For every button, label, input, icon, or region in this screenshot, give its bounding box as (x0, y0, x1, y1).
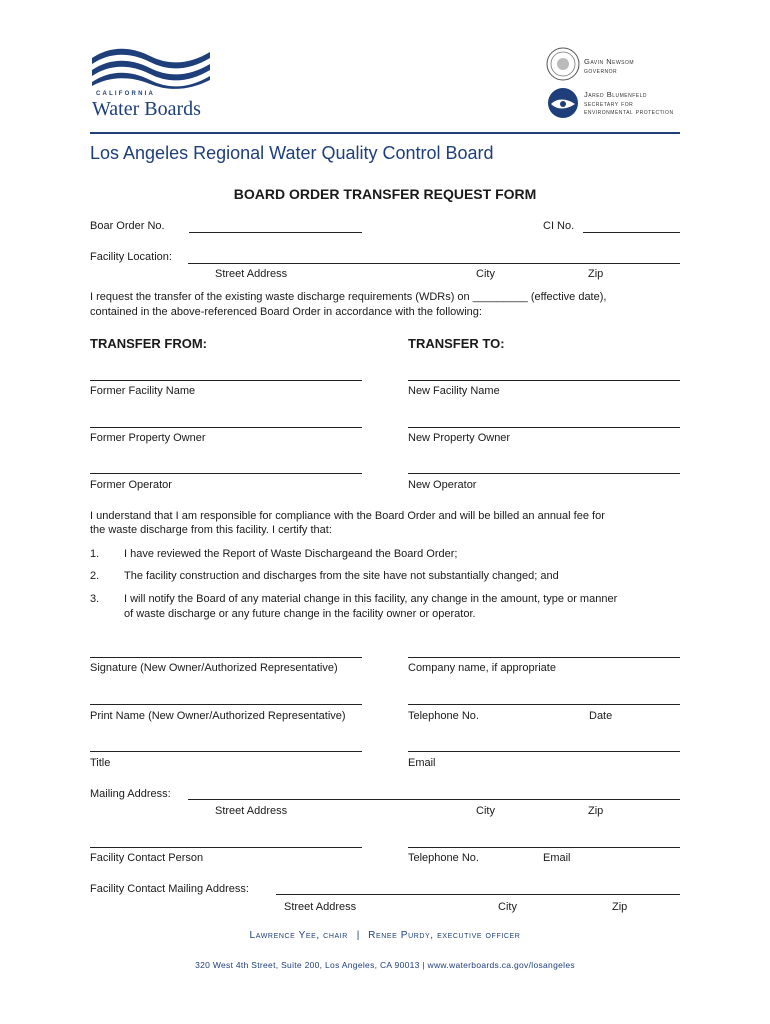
print-name-label: Print Name (New Owner/Authorized Representative) (90, 710, 346, 722)
footer-chair: Lawrence Yee, chair (249, 930, 348, 941)
header-rule (90, 132, 680, 134)
new-operator-label: New Operator (408, 479, 477, 491)
email-input[interactable] (408, 751, 680, 752)
date-label: Date (589, 710, 613, 722)
company-name-input[interactable] (408, 657, 680, 658)
contact-phone-email-input[interactable] (408, 847, 680, 848)
former-facility-label: Former Facility Name (90, 385, 196, 397)
former-operator-input[interactable] (90, 473, 362, 474)
certify-text-line-1: I understand that I am responsible for compliance with the Board Order and will be billed an annual fee for (90, 510, 605, 522)
board-title: Los Angeles Regional Water Quality Control Board (90, 143, 494, 163)
governor-name: Gavin Newsom (584, 57, 635, 66)
brand-state: CALIFORNIA (96, 91, 155, 97)
secretary-name: Jared Blumenfeld (584, 90, 648, 99)
mailing-zip-caption: Zip (588, 805, 604, 817)
facility-location-input[interactable] (188, 263, 680, 264)
footer-officers (0, 930, 770, 941)
state-seal-icon (546, 47, 580, 81)
governor-title: governor (584, 66, 618, 75)
request-text-line-1: I request the transfer of the existing waste discharge requirements (WDRs) on _________ (effective date), (90, 291, 607, 303)
certify-text-line-2: the waste discharge from this facility. I certify that: (90, 524, 332, 536)
footer-address: 320 West 4th Street, Suite 200, Los Angeles, CA 90013 | www.waterboards.ca.gov/losangeles (195, 960, 575, 970)
new-operator-input[interactable] (408, 473, 680, 474)
secretary-title-2: environmental protection (584, 107, 674, 116)
item-2-number: 2. (90, 570, 100, 582)
mailing-city-caption: City (476, 805, 495, 817)
form-title: BOARD ORDER TRANSFER REQUEST FORM (233, 186, 537, 202)
mailing-address-input[interactable] (188, 799, 680, 800)
zip-caption: Zip (588, 268, 604, 280)
facility-location-label: Facility Location: (90, 251, 172, 263)
company-name-label: Company name, if appropriate (408, 662, 556, 674)
transfer-to-heading: TRANSFER TO: (408, 336, 505, 351)
brand-name: Water Boards (92, 98, 201, 120)
footer-separator: | (356, 930, 360, 941)
ci-no-input[interactable] (583, 232, 680, 233)
item-2-text: The facility construction and discharges from the site have not substantially changed; and (124, 570, 559, 582)
item-3-number: 3. (90, 593, 100, 605)
transfer-from-heading: TRANSFER FROM: (90, 336, 207, 351)
contact-email-label: Email (543, 852, 571, 864)
ci-no-label: CI No. (543, 220, 575, 232)
contact-person-input[interactable] (90, 847, 362, 848)
street-address-caption: Street Address (215, 268, 288, 280)
signature-input[interactable] (90, 657, 362, 658)
request-text-line-2: contained in the above-referenced Board Order in accordance with the following: (90, 306, 482, 318)
item-3-text: I will notify the Board of any material change in this facility, any change in the amount, type or manner (124, 593, 618, 605)
new-owner-input[interactable] (408, 427, 680, 428)
title-label: Title (90, 757, 111, 769)
contact-mailing-label: Facility Contact Mailing Address: (90, 883, 249, 895)
calepa-logo-icon (546, 86, 580, 120)
new-facility-label: New Facility Name (408, 385, 500, 397)
telephone-label: Telephone No. (408, 710, 479, 722)
board-order-input[interactable] (189, 232, 362, 233)
print-name-input[interactable] (90, 704, 362, 705)
former-operator-label: Former Operator (90, 479, 172, 491)
telephone-date-input[interactable] (408, 704, 680, 705)
contact-street-caption: Street Address (284, 901, 357, 913)
new-owner-label: New Property Owner (408, 432, 511, 444)
email-label: Email (408, 757, 436, 769)
former-owner-input[interactable] (90, 427, 362, 428)
contact-telephone-label: Telephone No. (408, 852, 479, 864)
former-facility-input[interactable] (90, 380, 362, 381)
secretary-title-1: secretary for (584, 99, 634, 108)
mailing-address-label: Mailing Address: (90, 788, 171, 800)
new-facility-input[interactable] (408, 380, 680, 381)
contact-person-label: Facility Contact Person (90, 852, 204, 864)
city-caption: City (476, 268, 495, 280)
title-input[interactable] (90, 751, 362, 752)
former-owner-label: Former Property Owner (90, 432, 206, 444)
contact-city-caption: City (498, 901, 517, 913)
waves-icon (90, 44, 212, 92)
item-3-text-continued: of waste discharge or any future change in the facility owner or operator. (124, 608, 476, 620)
mailing-street-caption: Street Address (215, 805, 288, 817)
item-1-text: I have reviewed the Report of Waste Dischargeand the Board Order; (124, 548, 458, 560)
water-boards-logo (90, 44, 220, 122)
contact-zip-caption: Zip (612, 901, 628, 913)
signature-label: Signature (New Owner/Authorized Representative) (90, 662, 338, 674)
board-order-label: Boar Order No. (90, 220, 165, 232)
contact-mailing-input[interactable] (276, 894, 680, 895)
item-1-number: 1. (90, 548, 100, 560)
footer-officer: Renee Purdy, executive officer (368, 930, 521, 941)
